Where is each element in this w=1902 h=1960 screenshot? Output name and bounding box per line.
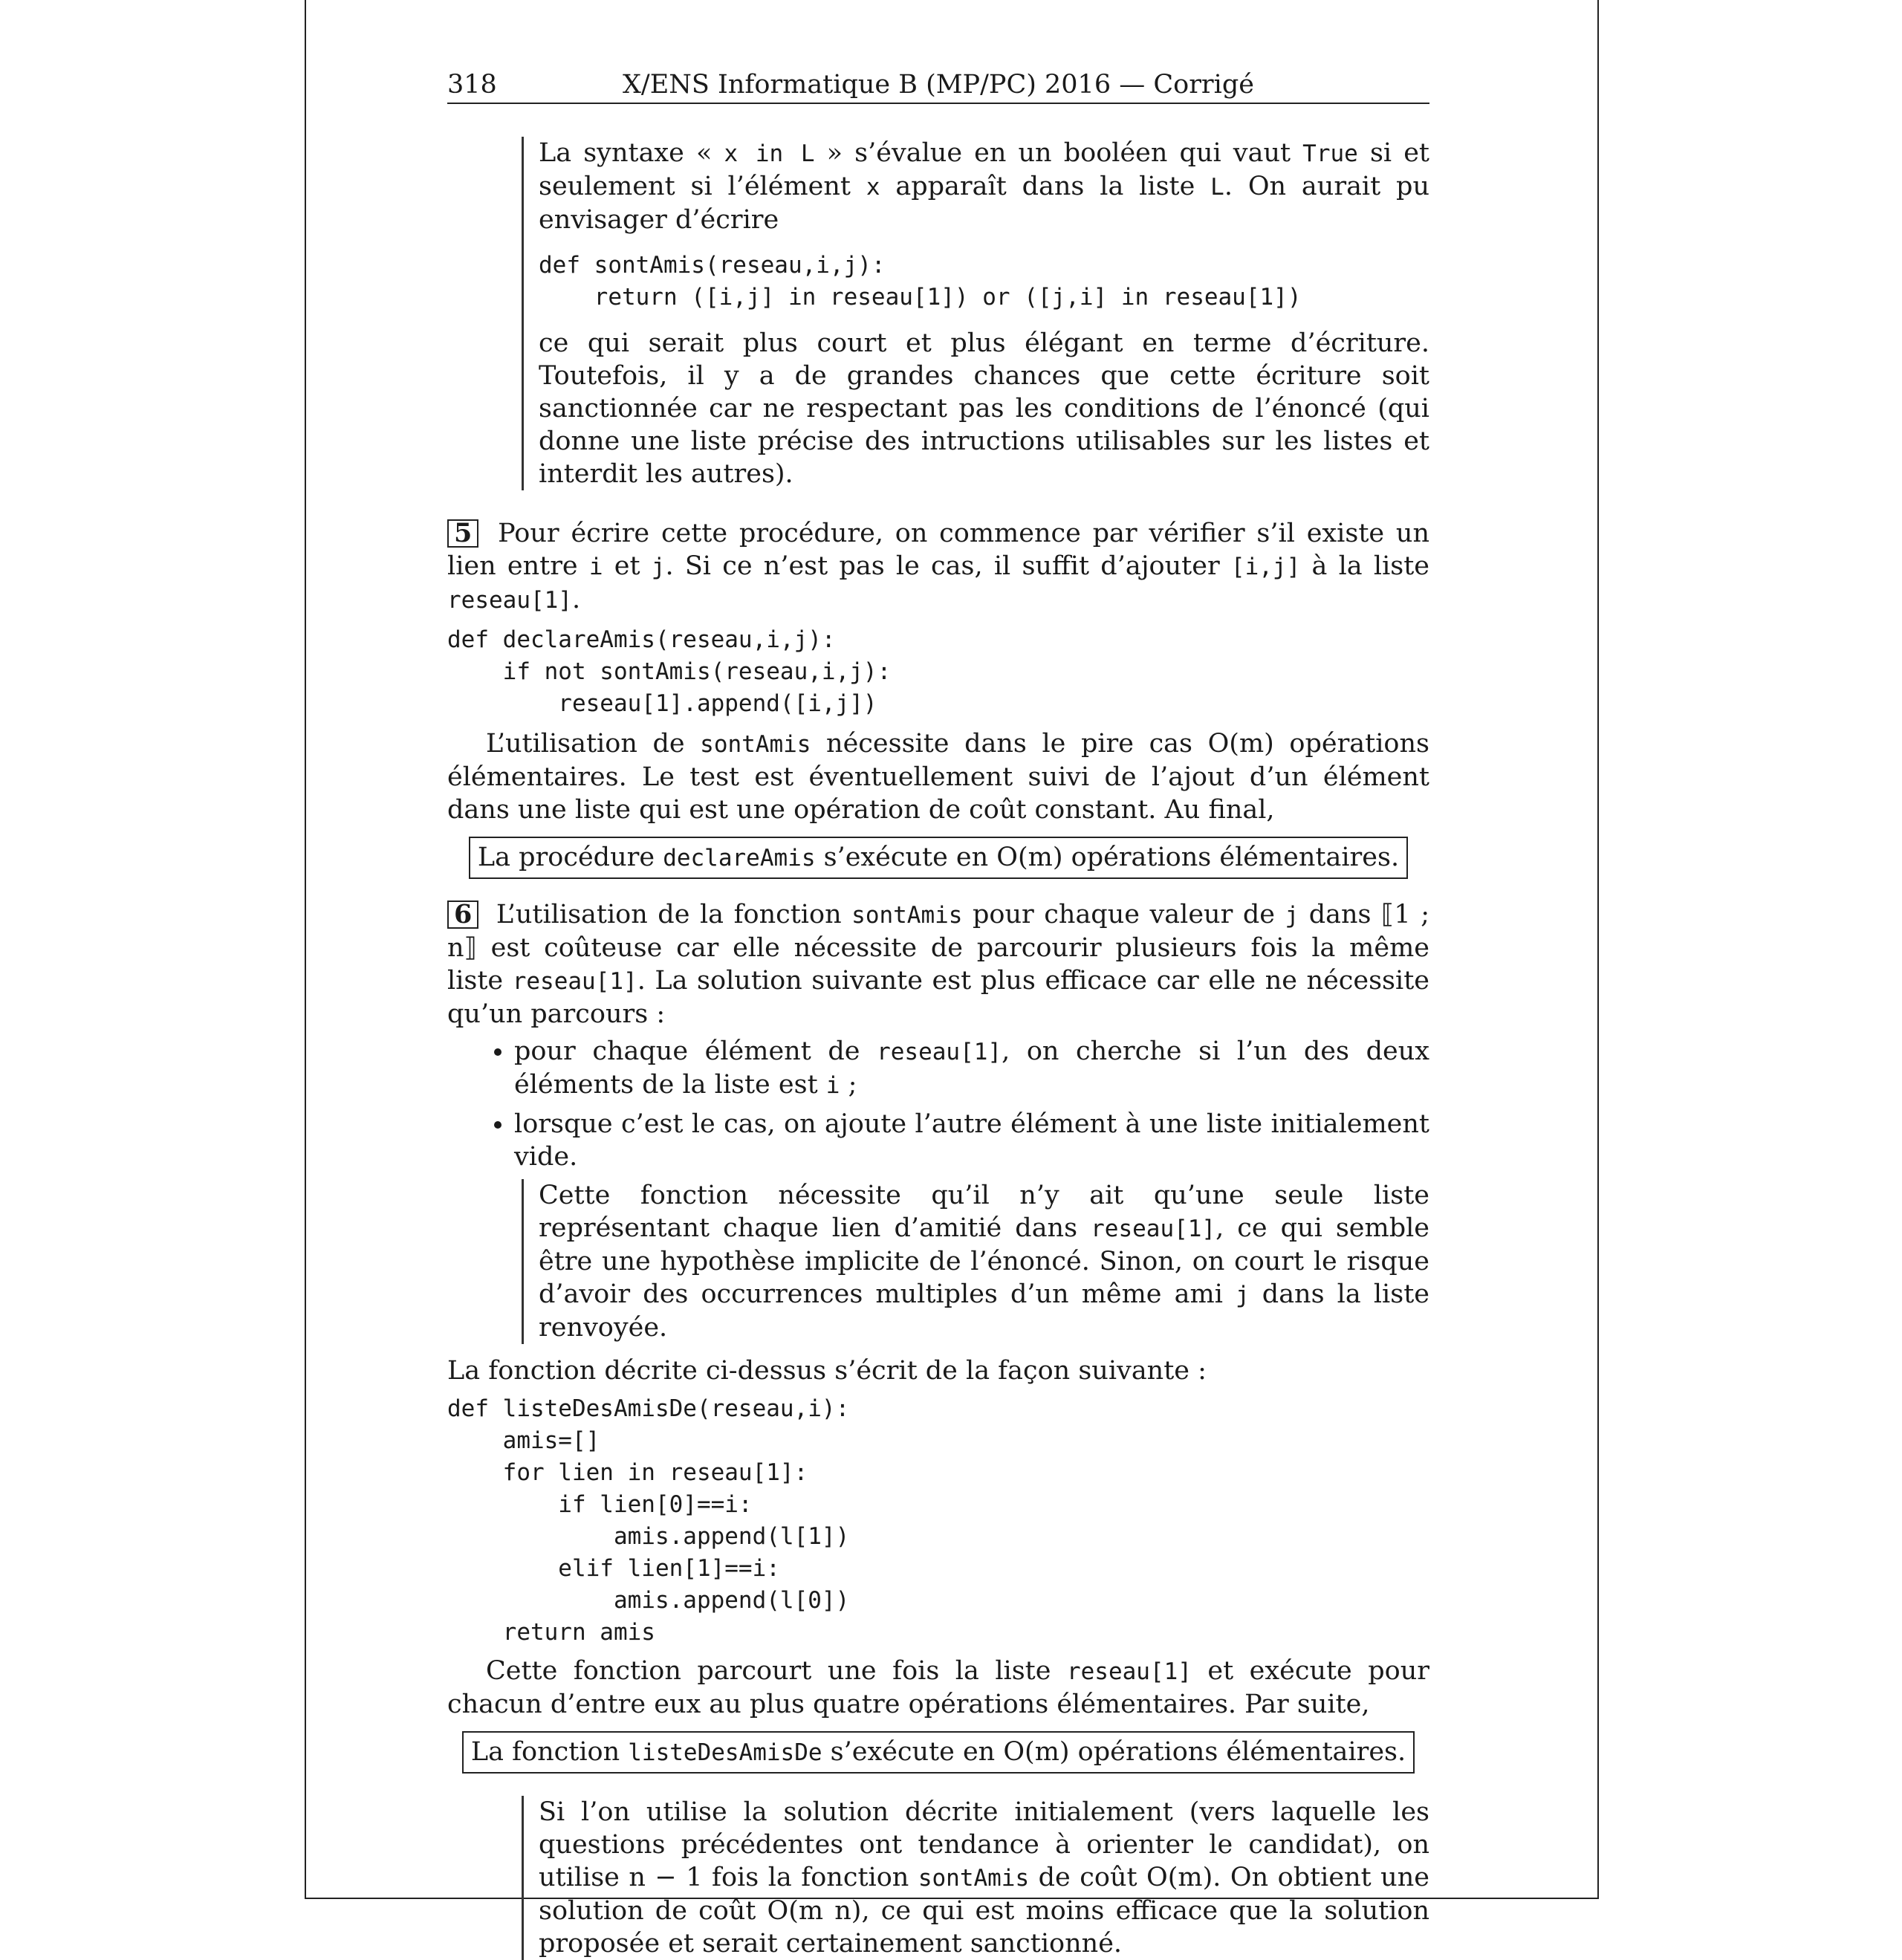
code-block-declareamis: def declareAmis(reseau,i,j): if not sontAmis(reseau,i,j): reseau[1].append([i,j]) (447, 626, 892, 717)
result-box-declareamis: La procédure declareAmis s’exécute en O(m) opérations élémentaires. (469, 837, 1408, 879)
result-box-listedesamisde: La fonction listeDesAmisDe s’exécute en O(m) opérations élémentaires. (462, 1731, 1415, 1774)
remark-text-after: ce qui serait plus court et plus élégant en terme d’écriture. Toutefois, il y a de grandes chances que cette écriture soit sanctionnée car ne respectant pas les conditions de l’énoncé (qui donne une liste précise des intructions utilisables sur les listes et interdit les autres). (539, 328, 1429, 489)
list-item: • pour chaque élément de reseau[1], on cherche si l’un des deux éléments de la liste est i ; (514, 1035, 1429, 1102)
page-content (447, 64, 1429, 1960)
code-block-sontamis: def sontAmis(reseau,i,j): return ([i,j] in reseau[1]) or ([j,i] in reseau[1]) (539, 252, 1302, 311)
running-header (447, 64, 1429, 104)
remark-text: La syntaxe « x in L » s’évalue en un booléen qui vaut True si et seulement si l’élément x apparaît dans la liste L. On aurait pu envisager d’écrire (539, 138, 1429, 235)
remark-block-3: Si l’on utilise la solution décrite initialement (vers laquelle les questions précédentes ont tendance à orienter le candidat), on utilise n − 1 fois la fonction sontAmis de coût O(m). On obtient une solution de coût O(m n), ce qui est moins efficace que la solution proposée et serait certainement sanctionné. (522, 1796, 1429, 1960)
page-number: 318 (447, 70, 497, 100)
bullet-list (447, 1035, 1429, 1173)
code-block-listedesamisde: def listeDesAmisDe(reseau,i): amis=[] for lien in reseau[1]: if lien[0]==i: amis.append(l[1]) elif lien[1]==i: amis.append(l[0]) return amis (447, 1395, 850, 1646)
remark-block-2: Cette fonction nécessite qu’il n’y ait qu’une seule liste représentant chaque lien d’amitié dans reseau[1], ce qui semble être une hypothèse implicite de l’énoncé. Sinon, on court le risque d’avoir des occurrences multiples d’un même ami j dans la liste renvoyée. (522, 1179, 1429, 1344)
question-number: 5 (447, 519, 478, 548)
question-6-analysis: Cette fonction parcourt une fois la liste reseau[1] et exécute pour chacun d’entre eux au plus quatre opérations élémentaires. Par suite, (447, 1656, 1430, 1719)
page (305, 0, 1599, 1959)
question-5-intro: 5 Pour écrire cette procédure, on commence par vérifier s’il existe un lien entre i et j. Si ce n’est pas le cas, il suffit d’ajouter [i,j] à la liste reseau[1]. (447, 518, 1430, 614)
remark-block-1 (522, 137, 1429, 490)
code-intro: La fonction décrite ci-dessus s’écrit de la façon suivante : (447, 1356, 1207, 1386)
running-title: X/ENS Informatique B (MP/PC) 2016 — Corrigé (623, 70, 1254, 100)
question-5-analysis: L’utilisation de sontAmis nécessite dans le pire cas O(m) opérations élémentaires. Le test est éventuellement suivi de l’ajout d’un élément dans une liste qui est une opération de coût constant. Au final, (447, 729, 1429, 825)
question-6-intro: 6 L’utilisation de la fonction sontAmis pour chaque valeur de j dans ⟦1 ; n⟧ est coûteuse car elle nécessite de parcourir plusieurs fois la même liste reseau[1]. La solution suivante est plus efficace car elle ne nécessite qu’un parcours : (447, 899, 1429, 1029)
list-item: • lorsque c’est le cas, on ajoute l’autre élément à une liste initialement vide. (514, 1108, 1429, 1173)
question-number: 6 (447, 901, 478, 929)
